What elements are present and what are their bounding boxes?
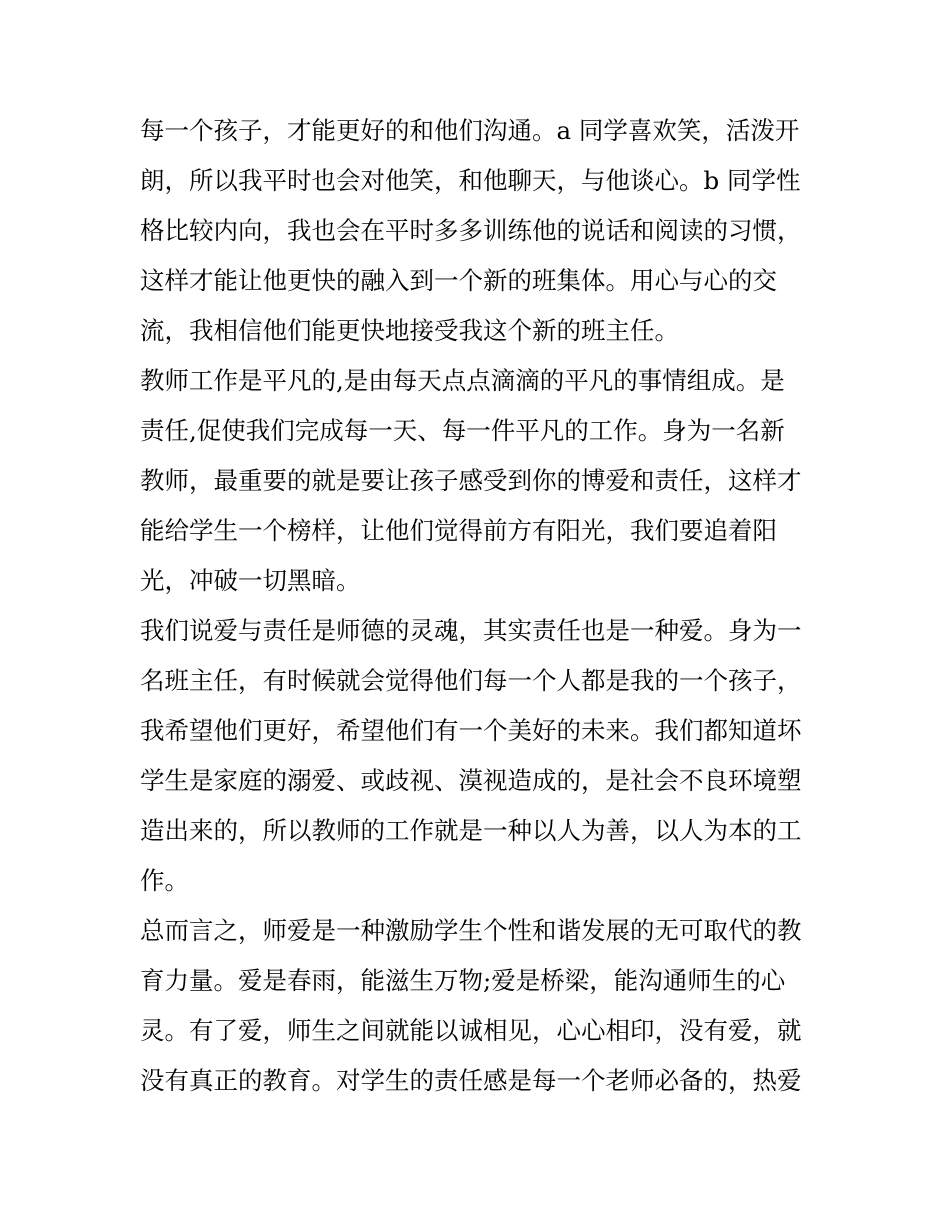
text-line: 育力量。爱是春雨，能滋生万物;爱是桥梁，能沟通师生的心 — [140, 966, 786, 995]
text-line: 朗，所以我平时也会对他笑，和他聊天，与他谈心。b 同学性 — [140, 166, 801, 195]
text-line: 流，我相信他们能更快地接受我这个新的班主任。 — [140, 316, 679, 345]
text-line: 教师工作是平凡的,是由每天点点滴滴的平凡的事情组成。是 — [140, 366, 785, 395]
text-line: 每一个孩子，才能更好的和他们沟通。a 同学喜欢笑，活泼开 — [140, 116, 800, 145]
text-line: 没有真正的教育。对学生的责任感是每一个老师必备的，热爱 — [140, 1066, 802, 1095]
text-line: 能给学生一个榜样，让他们觉得前方有阳光，我们要追着阳 — [140, 516, 777, 545]
text-line: 格比较内向，我也会在平时多多训练他的说话和阅读的习惯， — [140, 216, 802, 245]
text-line: 灵。有了爱，师生之间就能以诚相见，心心相印，没有爱，就 — [140, 1016, 802, 1045]
text-line: 总而言之，师爱是一种激励学生个性和谐发展的无可取代的教 — [140, 916, 802, 945]
text-line: 我们说爱与责任是师德的灵魂，其实责任也是一种爱。身为一 — [140, 616, 802, 645]
text-line: 教师，最重要的就是要让孩子感受到你的博爱和责任，这样才 — [140, 466, 802, 495]
text-line: 我希望他们更好，希望他们有一个美好的未来。我们都知道坏 — [140, 716, 802, 745]
body-text — [140, 106, 820, 1106]
text-line: 造出来的，所以教师的工作就是一种以人为善，以人为本的工 — [140, 816, 802, 845]
text-line: 作。 — [140, 866, 189, 895]
text-line: 学生是家庭的溺爱、或歧视、漠视造成的，是社会不良环境塑 — [140, 766, 802, 795]
text-line: 光，冲破一切黑暗。 — [140, 566, 361, 595]
text-line: 这样才能让他更快的融入到一个新的班集体。用心与心的交 — [140, 266, 777, 295]
text-line: 名班主任，有时候就会觉得他们每一个人都是我的一个孩子， — [140, 666, 802, 695]
text-line: 责任,促使我们完成每一天、每一件平凡的工作。身为一名新 — [140, 416, 785, 445]
